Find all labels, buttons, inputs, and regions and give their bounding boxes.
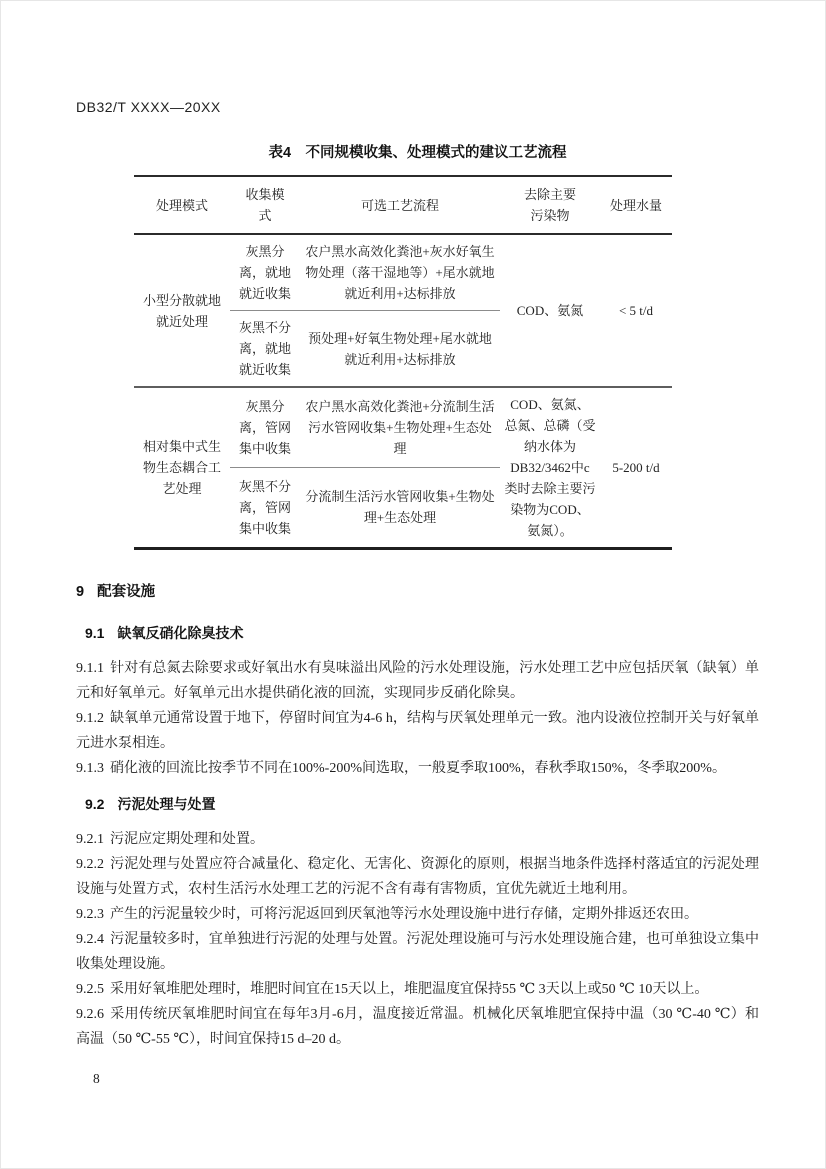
- table-group-centralized: [134, 387, 672, 549]
- process-table: [134, 175, 672, 550]
- collection-cell: 灰黑不分离，就地就近收集: [238, 320, 291, 377]
- clause-text: 硝化液的回流比按季节不同在100%-200%间选取，一般夏季取100%，春秋季取150%，冬季取200%。: [110, 761, 726, 776]
- pollutants-cell: COD、氨氮、总氮、总磷（受纳水体为DB32/3462中c类时去除主要污染物为COD、氨氮）。: [500, 387, 600, 549]
- col-header-pollutants: 去除主要污染物: [500, 176, 600, 234]
- clause-text: 针对有总氮去除要求或好氧出水有臭味溢出风险的污水处理设施，污水处理工艺中应包括厌氧（缺氧）单元和好氧单元。好氧单元出水提供硝化液的回流，实现同步反硝化除臭。: [76, 661, 759, 701]
- section-number: 9.2: [85, 796, 105, 812]
- process-cell: 分流制生活污水管网收集+生物处理+生态处理: [305, 489, 495, 526]
- clause-number: 9.1.3: [76, 761, 104, 776]
- page-number: 8: [93, 1071, 100, 1086]
- standard-number-header: DB32/T XXXX—20XX: [76, 99, 221, 115]
- clause-9-1-3: [76, 756, 759, 781]
- collection-cell: 灰黑分离，管网集中收集: [230, 387, 300, 467]
- col-header-mode: 处理模式: [134, 176, 230, 234]
- mode-cell: 小型分散就地就近处理: [142, 292, 221, 329]
- capacity-cell: 5-200 t/d: [600, 387, 672, 549]
- clause-number: 9.2.4: [76, 932, 104, 947]
- table-row: [134, 234, 672, 311]
- section-title: 配套设施: [97, 584, 156, 600]
- clause-text: 污泥处理与处置应符合减量化、稳定化、无害化、资源化的原则，根据当地条件选择村落适宜的污泥处理设施与处置方式，农村生活污水处理工艺的污泥不含有毒有害物质，宜优先就近土地利用。: [76, 857, 759, 897]
- collection-cell: 灰黑分离，就地就近收集: [230, 234, 300, 311]
- table-header-row: [134, 176, 672, 234]
- clause-9-2-6: [76, 1002, 759, 1052]
- clause-number: 9.1.2: [76, 711, 104, 726]
- clause-9-2-5: [76, 977, 759, 1002]
- section-title: 缺氧反硝化除臭技术: [117, 625, 244, 641]
- clause-9-2-3: [76, 902, 759, 927]
- table-row: [134, 387, 672, 467]
- clause-9-2-4: [76, 927, 759, 977]
- clause-text: 采用传统厌氧堆肥时间宜在每年3月-6月，温度接近常温。机械化厌氧堆肥宜保持中温（30 ℃-40 ℃）和高温（50 ℃-55 ℃），时间宜保持15 d–20 d。: [76, 1007, 759, 1047]
- clause-number: 9.1.1: [76, 661, 104, 676]
- table-caption: 表4 不同规模收集、处理模式的建议工艺流程: [268, 145, 567, 161]
- table-group-decentralized: [134, 234, 672, 387]
- col-header-process: 可选工艺流程: [300, 176, 500, 234]
- clause-text: 产生的污泥量较少时，可将污泥返回到厌氧池等污水处理设施中进行存储，定期外排返还农田。: [110, 907, 698, 922]
- collection-cell: 灰黑不分离，管网集中收集: [238, 478, 291, 536]
- clause-9-2-2: [76, 852, 759, 902]
- pollutants-cell: COD、氨氮: [516, 303, 584, 318]
- process-cell: 农户黑水高效化粪池+灰水好氧生物处理（落干湿地等）+尾水就地就近利用+达标排放: [300, 234, 500, 311]
- section-number: 9.1: [85, 625, 105, 641]
- process-cell: 预处理+好氧生物处理+尾水就地就近利用+达标排放: [308, 330, 492, 367]
- clause-text: 采用好氧堆肥处理时，堆肥时间宜在15天以上，堆肥温度宜保持55 ℃ 3天以上或50 ℃ 10天以上。: [110, 982, 709, 997]
- clause-text: 污泥应定期处理和处置。: [110, 832, 264, 847]
- section-number: 9: [76, 584, 85, 600]
- clause-text: 污泥量较多时，宜单独进行污泥的处理与处置。污泥处理设施可与污水处理设施合建，也可单独设立集中收集处理设施。: [76, 932, 759, 972]
- section-title: 污泥处理与处置: [117, 796, 216, 812]
- section-heading-9-1: [85, 623, 759, 643]
- process-cell: 农户黑水高效化粪池+分流制生活污水管网收集+生物处理+生态处理: [300, 387, 500, 467]
- col-header-capacity: 处理水量: [600, 176, 672, 234]
- clause-number: 9.2.1: [76, 832, 104, 847]
- clause-number: 9.2.6: [76, 1007, 104, 1022]
- section-heading-9-2: [85, 794, 759, 814]
- col-header-collection: 收集模式: [230, 176, 300, 234]
- capacity-cell: < 5 t/d: [618, 303, 654, 318]
- clause-9-1-2: [76, 706, 759, 756]
- clause-9-1-1: [76, 656, 759, 706]
- section-heading-9: [76, 580, 759, 601]
- clause-text: 缺氧单元通常设置于地下，停留时间宜为4-6 h，结构与厌氧处理单元一致。池内设液位控制开关与好氧单元进水泵相连。: [76, 711, 759, 751]
- mode-cell: 相对集中式生物生态耦合工艺处理: [134, 387, 230, 549]
- clause-number: 9.2.2: [76, 857, 104, 872]
- clause-number: 9.2.5: [76, 982, 104, 997]
- clause-9-2-1: [76, 827, 759, 852]
- clause-number: 9.2.3: [76, 907, 104, 922]
